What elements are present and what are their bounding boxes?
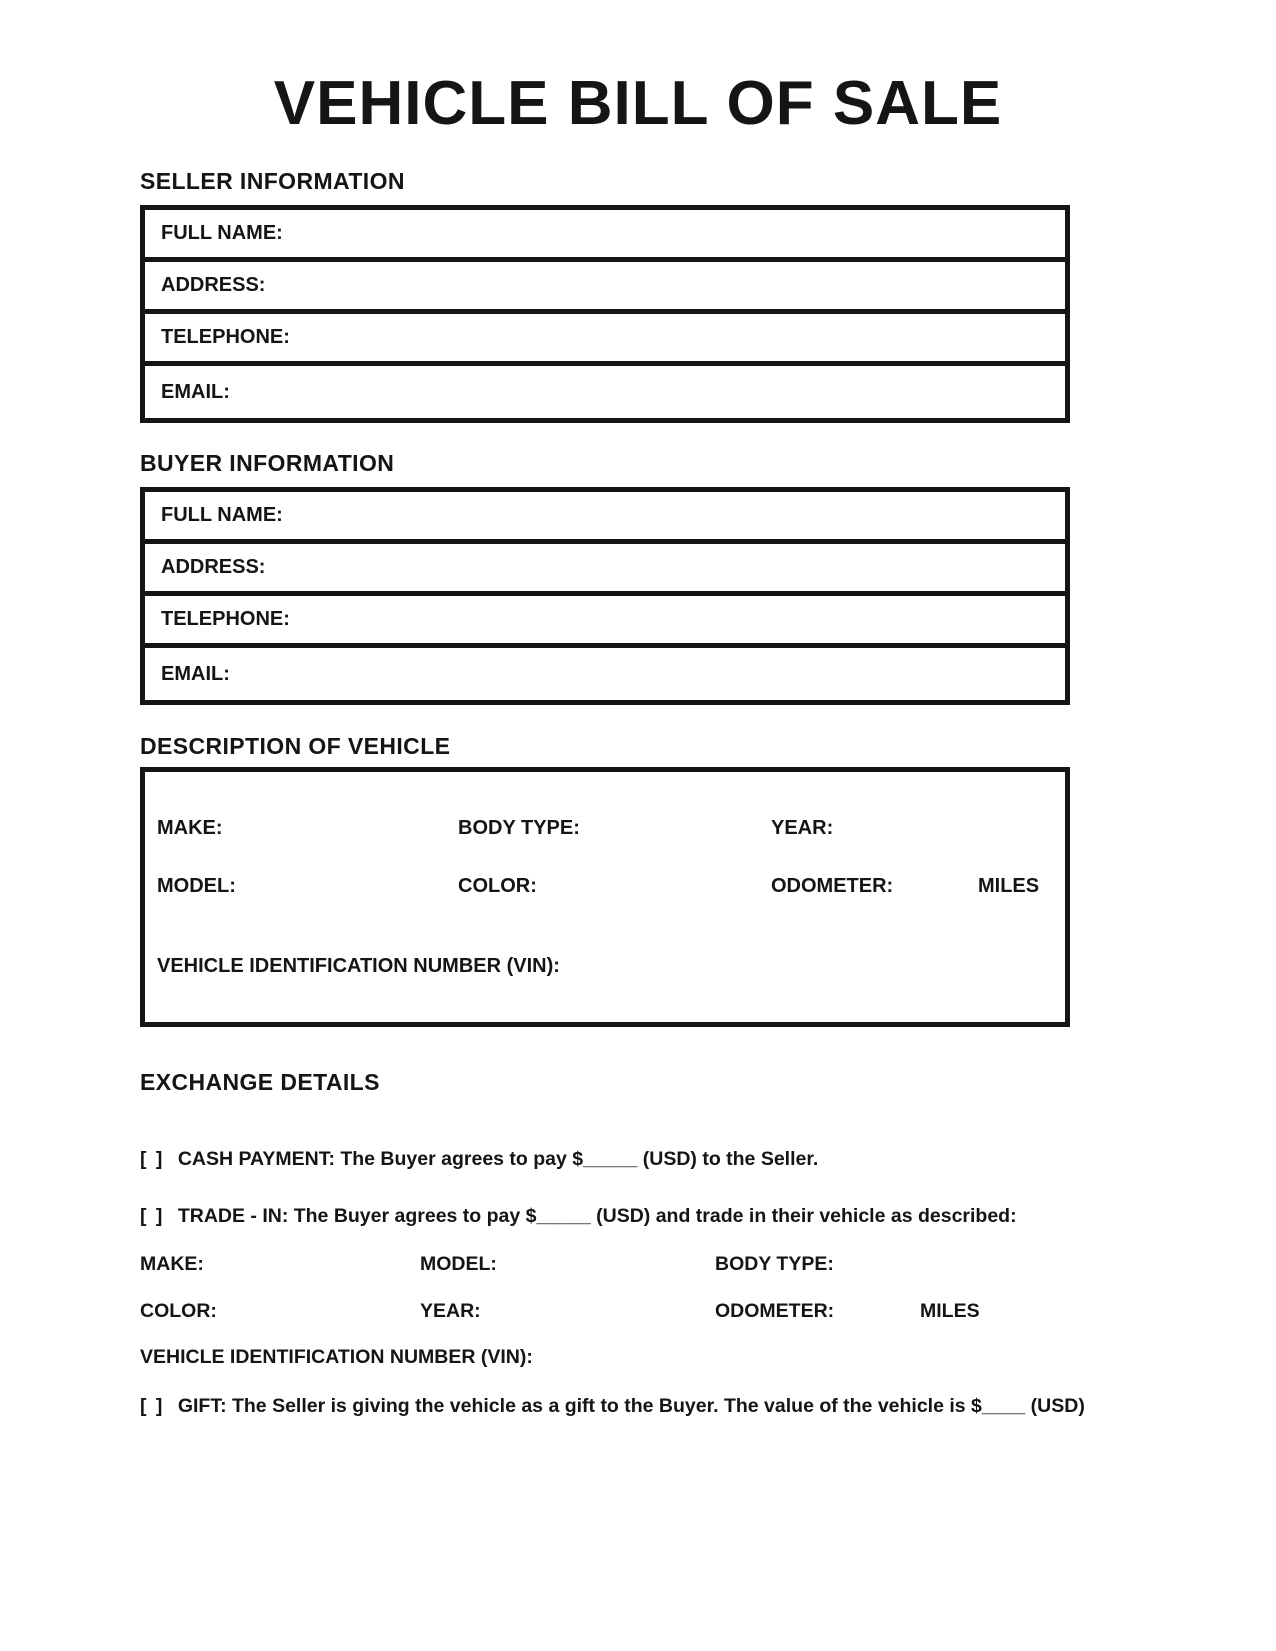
field-label: MODEL: <box>157 875 236 897</box>
field-value[interactable] <box>295 492 1065 539</box>
field-label: TELEPHONE: <box>161 608 290 630</box>
field-label: BODY TYPE: <box>715 1253 834 1275</box>
trade-vin-field[interactable] <box>140 1345 1070 1369</box>
field-label: ADDRESS: <box>161 556 266 578</box>
buyer-telephone-field[interactable] <box>145 596 1065 648</box>
field-label: FULL NAME: <box>161 222 283 244</box>
vehicle-row-1 <box>157 772 1065 840</box>
seller-email-field[interactable] <box>145 366 1065 418</box>
page-title: VEHICLE BILL OF SALE <box>273 69 1003 138</box>
field-label: EMAIL: <box>161 662 230 685</box>
vehicle-vin-field[interactable] <box>157 955 1065 978</box>
gift-checkbox[interactable]: [ ] <box>140 1395 165 1417</box>
vehicle-miles-label <box>978 875 1065 898</box>
field-label: YEAR: <box>771 817 834 839</box>
vehicle-body-type-field[interactable] <box>458 817 771 840</box>
vehicle-row-2 <box>157 875 1065 898</box>
buyer-address-field[interactable] <box>145 544 1065 596</box>
field-label: VEHICLE IDENTIFICATION NUMBER (VIN): <box>157 955 560 977</box>
field-label: MILES <box>978 875 1040 897</box>
field-value[interactable] <box>242 366 1065 418</box>
vehicle-model-field[interactable] <box>157 875 458 898</box>
field-value[interactable] <box>277 544 1065 591</box>
field-label: VEHICLE IDENTIFICATION NUMBER (VIN): <box>140 1346 533 1368</box>
vehicle-fieldbox <box>140 767 1070 1027</box>
seller-fieldbox <box>140 205 1070 423</box>
field-label: TELEPHONE: <box>161 326 290 348</box>
buyer-section <box>140 450 1070 705</box>
field-label: ADDRESS: <box>161 274 266 296</box>
field-label: COLOR: <box>140 1300 217 1322</box>
field-label: MAKE: <box>157 817 223 839</box>
trade-vehicle-row-2 <box>140 1299 1070 1323</box>
vehicle-section <box>140 733 1070 1027</box>
exchange-section <box>140 1069 1085 1418</box>
field-label: YEAR: <box>420 1300 481 1322</box>
field-value[interactable] <box>277 262 1065 309</box>
field-label: COLOR: <box>458 875 537 897</box>
field-label: MODEL: <box>420 1253 497 1275</box>
trade-color-field[interactable] <box>140 1299 420 1323</box>
seller-telephone-field[interactable] <box>145 314 1065 366</box>
seller-address-field[interactable] <box>145 262 1065 314</box>
cash-payment-text: CASH PAYMENT: The Buyer agrees to pay $_____ (USD) to the Seller. <box>177 1148 819 1170</box>
seller-heading: SELLER INFORMATION <box>140 168 405 194</box>
vehicle-odometer-field[interactable] <box>771 875 978 898</box>
field-label: MILES <box>920 1300 980 1322</box>
cash-payment-option <box>140 1147 1070 1171</box>
seller-full-name-field[interactable] <box>145 210 1065 262</box>
trade-body-type-field[interactable] <box>715 1252 1070 1276</box>
field-label: ODOMETER: <box>771 875 894 897</box>
buyer-heading: BUYER INFORMATION <box>140 450 395 476</box>
seller-section <box>140 168 1070 423</box>
trade-in-option <box>140 1204 1070 1228</box>
gift-text: GIFT: The Seller is giving the vehicle as a gift to the Buyer. The value of the vehicle is $____ (USD) <box>177 1395 1085 1417</box>
trade-in-checkbox[interactable]: [ ] <box>140 1205 165 1227</box>
vehicle-heading: DESCRIPTION OF VEHICLE <box>140 733 451 759</box>
trade-vehicle-row-1 <box>140 1252 1070 1276</box>
field-label: FULL NAME: <box>161 504 283 526</box>
trade-model-field[interactable] <box>420 1252 715 1276</box>
vehicle-color-field[interactable] <box>458 875 771 898</box>
exchange-heading: EXCHANGE DETAILS <box>140 1069 380 1095</box>
trade-odometer-field[interactable] <box>715 1299 920 1323</box>
buyer-email-field[interactable] <box>145 648 1065 700</box>
field-label: EMAIL: <box>161 380 230 403</box>
vehicle-year-field[interactable] <box>771 817 1065 840</box>
field-label: MAKE: <box>140 1253 204 1275</box>
buyer-fieldbox <box>140 487 1070 705</box>
field-value[interactable] <box>242 648 1065 700</box>
document-content <box>140 168 1085 1418</box>
field-label: ODOMETER: <box>715 1300 835 1322</box>
buyer-full-name-field[interactable] <box>145 492 1065 544</box>
trade-make-field[interactable] <box>140 1252 420 1276</box>
trade-miles-label <box>920 1299 1070 1323</box>
trade-year-field[interactable] <box>420 1299 715 1323</box>
field-value[interactable] <box>302 596 1065 643</box>
field-value[interactable] <box>295 210 1065 257</box>
field-label: BODY TYPE: <box>458 817 580 839</box>
field-value[interactable] <box>302 314 1065 361</box>
trade-in-text: TRADE - IN: The Buyer agrees to pay $_____ (USD) and trade in their vehicle as described: <box>177 1205 1017 1227</box>
vehicle-make-field[interactable] <box>157 817 458 840</box>
cash-payment-checkbox[interactable]: [ ] <box>140 1148 165 1170</box>
gift-option <box>140 1394 1085 1418</box>
